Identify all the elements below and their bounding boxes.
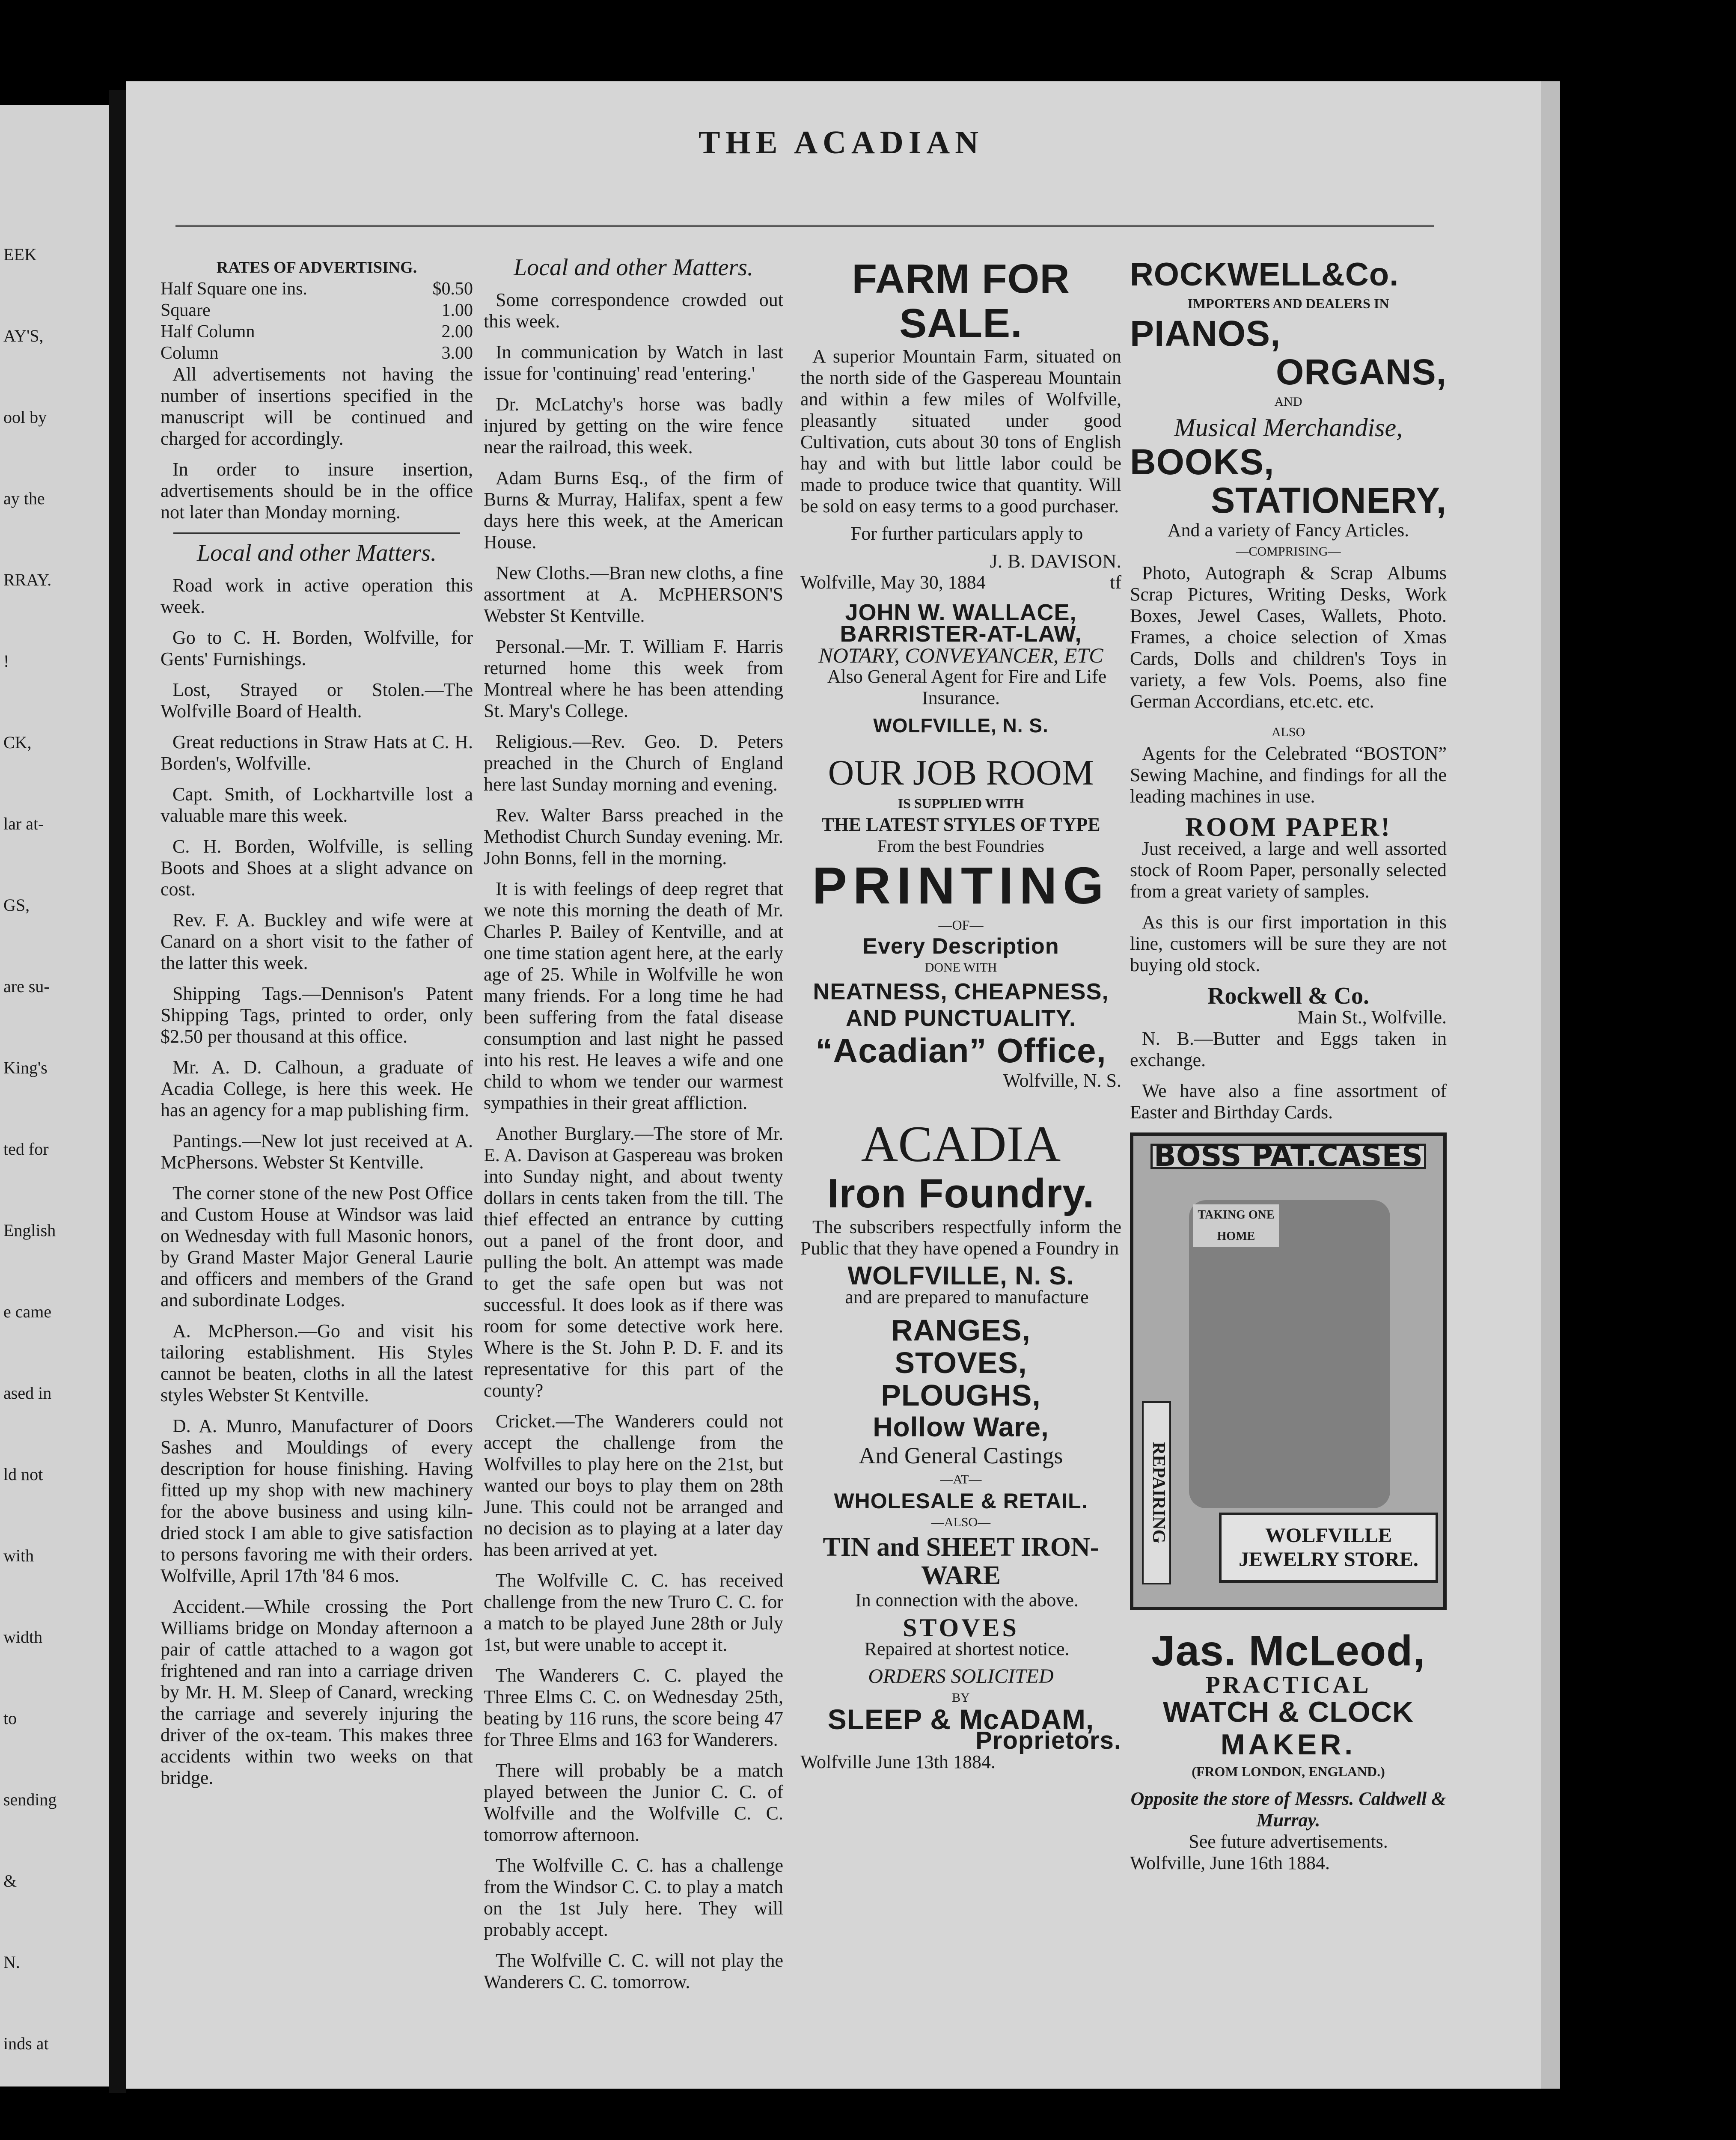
rates-heading: RATES OF ADVERTISING. — [216, 259, 417, 276]
rate-value: 2.00 — [441, 322, 473, 342]
left-page-text: ! — [3, 651, 9, 671]
news-item: In communication by Watch in last issue for 'continuing' read 'entering.' — [484, 342, 783, 384]
news-item: New Cloths.—Bran new cloths, a fine assortment at A. McPHERSON'S Webster St Kentville. — [484, 562, 783, 626]
left-page-text: GS, — [3, 895, 30, 915]
left-page-text: ay the — [3, 489, 45, 508]
rate-value: 1.00 — [441, 300, 473, 320]
left-page-text: lar at- — [3, 814, 44, 833]
left-page-text: & — [3, 1871, 17, 1890]
left-page-text: RRAY. — [3, 570, 52, 589]
printing-headline: PRINTING — [812, 856, 1110, 915]
column-1 — [161, 257, 473, 1798]
foundry-title: ACADIA — [861, 1115, 1061, 1172]
left-page-text: are su- — [3, 977, 50, 996]
job-sub: IS SUPPLIED WITH — [898, 796, 1024, 811]
proprietors: Proprietors. — [975, 1727, 1121, 1754]
left-page-text: inds at — [3, 2034, 49, 2053]
done-with: DONE WITH — [924, 960, 997, 975]
left-page-text: EEK — [3, 245, 37, 264]
room-title: ROOM PAPER! — [1185, 813, 1391, 842]
foundry-prepared: and are prepared to manufacture — [845, 1287, 1089, 1308]
watch-clock: WATCH & CLOCK — [1163, 1696, 1414, 1728]
product: Hollow Ware, — [873, 1412, 1049, 1442]
rate-row — [161, 278, 473, 300]
news-item: Personal.—Mr. T. William F. Harris returned home this week from Montreal where he has been attending St. Mary's College. — [484, 636, 783, 721]
wallace-sub: NOTARY, CONVEYANCER, ETC — [818, 643, 1103, 667]
fancy: And a variety of Fancy Articles. — [1167, 520, 1409, 541]
mcleod-date: Wolfville, June 16th 1884. — [1130, 1852, 1330, 1873]
news-item: Adam Burns Esq., of the firm of Burns & Murray, Halifax, spent a few days here this week, at the American House. — [484, 467, 783, 553]
rates-note: All advertisements not having the number of insertions specified in the manuscript will be continued and charged for accordingly. — [161, 364, 473, 449]
news-item: There will probably be a match played between the Junior C. C. of Wolfville and the Wolfville C. C. tomorrow afternoon. — [484, 1760, 783, 1845]
farm-name: J. B. DAVISON. — [990, 550, 1121, 572]
news-items — [161, 575, 473, 1789]
left-page-text: to — [3, 1709, 17, 1728]
news-item: Accident.—While crossing the Port Williams bridge on Monday afternoon a pair of cattle attached to a wagon got frightened and ran into a carriage driven by Mr. H. M. Sleep of Canard, wrecking the carriage and severely injuring the driver of the ox-team. This makes three accidents within two weeks on that bridge. — [161, 1596, 473, 1788]
see-future: See future advertisements. — [1189, 1831, 1388, 1852]
news-item: Some correspondence crowded out this week. — [484, 289, 783, 332]
rate-row — [161, 342, 473, 364]
column-4 — [1130, 257, 1447, 1874]
column-2 — [484, 254, 783, 2002]
left-page-text: e came — [3, 1302, 52, 1321]
pianos: PIANOS, — [1130, 313, 1281, 354]
job-title: OUR JOB ROOM — [828, 753, 1094, 793]
books: BOOKS, — [1130, 442, 1275, 482]
importers: IMPORTERS AND DEALERS IN — [1187, 296, 1389, 311]
and-label: AND — [1274, 395, 1302, 409]
left-page-text: CK, — [3, 733, 32, 752]
at-label: —AT— — [940, 1472, 982, 1486]
news-item: Capt. Smith, of Lockhartville lost a valuable mare this week. — [161, 784, 473, 826]
left-page-text: ted for — [3, 1139, 49, 1159]
rates-table — [161, 278, 473, 364]
news-item: The corner stone of the new Post Office and Custom House at Windsor was laid on Wednesday with full Masonic honors, by Grand Master Major General Laurie and officers and members of the Grand and subordinate Lodges. — [161, 1183, 473, 1311]
news-item: Shipping Tags.—Dennison's Patent Shipping Tags, printed to order, only $2.50 per thousand at this office. — [161, 983, 473, 1047]
product: RANGES, — [891, 1314, 1031, 1347]
list: Photo, Autograph & Scrap Albums Scrap Pictures, Writing Desks, Work Boxes, Jewel Cases, Wallets, Photo. Frames, a choice selection of Xmas Cards, Dolls and children's Toys in variety, a few Vols. Poems, also fine German Accordians, etc.etc. etc. — [1130, 562, 1447, 712]
jewelry-illustration — [1130, 1132, 1447, 1610]
news-item: It is with feelings of deep regret that we note this morning the death of Mr. Charles P. Bailey of Kentville, and at one time station agent here, at the early age of 25. While in Wolfville he won many friends. For a long time he had been suffering from the fatal disease consumption and last night he passed into his rest. He leaves a wife and one child to whom we tender our warmest sympathies in their great affliction. — [484, 878, 783, 1113]
repaired: Repaired at shortest notice. — [864, 1638, 1070, 1659]
boss-taking: TAKING ONE HOME — [1193, 1204, 1279, 1247]
news-item: A. McPherson.—Go and visit his tailoring establishment. His Styles cannot be beaten, cloths in all the latest styles Webster St Kentville. — [161, 1320, 473, 1406]
organs: ORGANS, — [1275, 352, 1447, 392]
masthead-title: THE ACADIAN — [698, 125, 984, 160]
orders: ORDERS SOLICITED — [868, 1665, 1054, 1688]
connection: In connection with the above. — [855, 1590, 1079, 1611]
news-item: The Wanderers C. C. played the Three Elms C. C. on Wednesday 25th, beating by 116 runs, the score being 47 for Three Elms and 163 for Wanderers. — [484, 1665, 783, 1750]
office-name: “Acadian” Office, — [815, 1031, 1106, 1070]
news-item: C. H. Borden, Wolfville, is selling Boots and Shoes at a slight advance on cost. — [161, 836, 473, 900]
farm-text: A superior Mountain Farm, situated on the north side of the Gaspereau Mountain and within a few miles of Wolfville, pleasantly situated under good Cultivation, cuts about 30 tons of English hay and with but little labor could be made to produce twice that quantity. Will be sold on easy terms to a good purchaser. — [800, 346, 1121, 517]
column-3 — [800, 257, 1121, 1773]
agents: Agents for the Celebrated “BOSTON” Sewing Machine, and findings for all the leading machines in use. — [1130, 743, 1447, 807]
london: (FROM LONDON, ENGLAND.) — [1192, 1764, 1385, 1779]
news-item: Religious.—Rev. Geo. D. Peters preached in the Church of England here last Sunday morning and evening. — [484, 731, 783, 795]
wallace-name: JOHN W. WALLACE, — [845, 600, 1077, 625]
rate-row — [161, 300, 473, 321]
boss-repairing: REPAIRING — [1142, 1401, 1171, 1584]
firm-name: SLEEP & McADAM, — [827, 1703, 1094, 1735]
practical: PRACTICAL — [1205, 1672, 1371, 1698]
left-page-text: King's — [3, 1058, 48, 1077]
farm-date: Wolfville, May 30, 1884 — [800, 572, 986, 593]
left-page-text: ool by — [3, 407, 47, 427]
every-description: Every Description — [862, 934, 1059, 959]
mcleod-name: Jas. McLeod, — [1151, 1627, 1425, 1675]
stationery: STATIONERY, — [1211, 480, 1447, 520]
office-place: Wolfville, N. S. — [1003, 1070, 1121, 1091]
farm-apply: For further particulars apply to — [850, 523, 1083, 544]
opposite: Opposite the store of Messrs. Caldwell & Murray. — [1130, 1788, 1446, 1831]
room-text: Just received, a large and well assorted stock of Room Paper, personally selected from a great variety of samples. — [1130, 838, 1447, 902]
stoves: STOVES — [903, 1614, 1019, 1642]
boss-title: BOSS PAT.CASES — [1150, 1144, 1426, 1169]
foundry-title: Iron Foundry. — [827, 1171, 1095, 1216]
left-page-text: sending — [3, 1790, 57, 1809]
left-page-text: English — [3, 1221, 56, 1240]
room-nb: N. B.—Butter and Eggs taken in exchange. — [1130, 1028, 1447, 1070]
news-item: Dr. McLatchy's horse was badly injured by getting on the wire fence near the railroad, this week. — [484, 394, 783, 458]
page-gutter — [109, 90, 126, 2093]
neatness: NEATNESS, CHEAPNESS, AND PUNCTUALITY. — [813, 979, 1109, 1031]
left-page-text: AY'S, — [3, 326, 44, 345]
left-page-text: with — [3, 1546, 34, 1565]
room-text: As this is our first importation in this line, customers will be sure they are not buying old stock. — [1130, 912, 1447, 975]
rate-label: Half Column — [161, 322, 255, 342]
news-item: Rev. F. A. Buckley and wife were at Canard on a short visit to the father of the latter this week. — [161, 910, 473, 973]
news-items — [484, 289, 783, 1993]
left-page-text: ld not — [3, 1465, 43, 1484]
news-item: Mr. A. D. Calhoun, a graduate of Acadia College, is here this week. He has an agency for a map publishing firm. — [161, 1057, 473, 1121]
section-heading: Local and other Matters. — [514, 254, 753, 281]
page-edge — [1541, 81, 1560, 2089]
job-types: THE LATEST STYLES OF TYPE — [821, 814, 1100, 835]
rate-value: $0.50 — [432, 279, 473, 299]
musical: Musical Merchandise, — [1174, 413, 1403, 442]
rate-label: Square — [161, 300, 211, 320]
tin-ware: TIN and SHEET IRON-WARE — [823, 1533, 1099, 1590]
wholesale: WHOLESALE & RETAIL. — [834, 1489, 1088, 1513]
masthead-rule — [175, 225, 1434, 227]
job-foundries: From the best Foundries — [877, 836, 1044, 856]
wallace-agent: Also General Agent for Fire and Life Insurance. — [827, 666, 1107, 708]
news-item: Cricket.—The Wanderers could not accept the challenge from the Wolfvilles to play here on the 21st, but wanted our boys to play them on 28th June. This could not be arranged and no decision as to playing at a later day has been arrived at yet. — [484, 1411, 783, 1560]
section-heading: Local and other Matters. — [197, 540, 437, 566]
news-item: The Wolfville C. C. has received challenge from the new Truro C. C. for a match to be played June 28th or July 1st, but were unable to accept it. — [484, 1570, 783, 1655]
boss-store: WOLFVILLE JEWELRY STORE. — [1219, 1513, 1438, 1583]
left-page-text: width — [3, 1627, 43, 1647]
news-item: The Wolfville C. C. has a challenge from the Windsor C. C. to play a match on the 1st July here. They will probably accept. — [484, 1855, 783, 1940]
product: STOVES, — [895, 1346, 1027, 1379]
maker: MAKER. — [1220, 1728, 1356, 1761]
farm-tf: tf — [1110, 572, 1121, 593]
by-label: BY — [952, 1691, 970, 1705]
news-item: Lost, Strayed or Stolen.—The Wolfville Board of Health. — [161, 679, 473, 722]
news-item: Go to C. H. Borden, Wolfville, for Gents' Furnishings. — [161, 627, 473, 669]
also-label: —ALSO— — [931, 1515, 991, 1529]
news-item: Great reductions in Straw Hats at C. H. Borden's, Wolfville. — [161, 731, 473, 774]
room-signature: Rockwell & Co. — [1207, 983, 1369, 1009]
rates-note: In order to insure insertion, advertisements should be in the office not later than Monday morning. — [161, 459, 473, 523]
foundry-date: Wolfville June 13th 1884. — [800, 1751, 996, 1772]
foundry-place: WOLFVILLE, N. S. — [847, 1261, 1074, 1290]
comprising: —COMPRISING— — [1236, 544, 1341, 559]
product: PLOUGHS, — [881, 1379, 1041, 1412]
left-page-text: ased in — [3, 1383, 52, 1403]
news-item: D. A. Munro, Manufacturer of Doors Sashes and Mouldings of every description for house finishing. Having fitted up my shop with new machinery for the above business and using kiln-dried stock I am able to give satisfaction to persons favoring me with their orders. Wolfville, April 17th '84 6 mos. — [161, 1415, 473, 1586]
news-item: Road work in active operation this week. — [161, 575, 473, 617]
wallace-place: WOLFVILLE, N. S. — [873, 714, 1049, 737]
rate-label: Half Square one ins. — [161, 279, 307, 299]
news-item: The Wolfville C. C. will not play the Wanderers C. C. tomorrow. — [484, 1950, 783, 1992]
news-item: Rev. Walter Barss preached in the Methodist Church Sunday evening. Mr. John Bonns, fell in the morning. — [484, 805, 783, 868]
news-item: Another Burglary.—The store of Mr. E. A. Davison at Gaspereau was broken into Sunday night, and about twenty dollars in cents taken from the till. The thief effected an entrance by cutting out a panel of the front door, and pulling the bolt. An attempt was made to get the safe open but was not successful. It does look as if there was room for some detective work here. Where is the St. John P. D. F. and its representative for this part of the county? — [484, 1123, 783, 1401]
rate-label: Column — [161, 343, 219, 363]
rate-row — [161, 321, 473, 342]
left-page-fragment — [0, 105, 109, 2086]
rockwell-title: ROCKWELL&Co. — [1130, 256, 1399, 293]
left-page-text: N. — [3, 1953, 20, 1972]
news-item: Pantings.—New lot just received at A. McPhersons. Webster St Kentville. — [161, 1130, 473, 1173]
wallace-title: BARRISTER-AT-LAW, — [840, 621, 1082, 647]
product: And General Castings — [859, 1443, 1063, 1468]
rate-value: 3.00 — [441, 343, 473, 363]
of-label: —OF— — [938, 917, 984, 933]
room-address: Main St., Wolfville. — [1297, 1007, 1447, 1028]
also-label: ALSO — [1271, 725, 1305, 739]
room-cards: We have also a fine assortment of Easter and Birthday Cards. — [1130, 1080, 1447, 1123]
foundry-intro: The subscribers respectfully inform the Public that they have opened a Foundry in — [800, 1216, 1121, 1259]
farm-title: FARM FOR SALE. — [852, 256, 1070, 346]
